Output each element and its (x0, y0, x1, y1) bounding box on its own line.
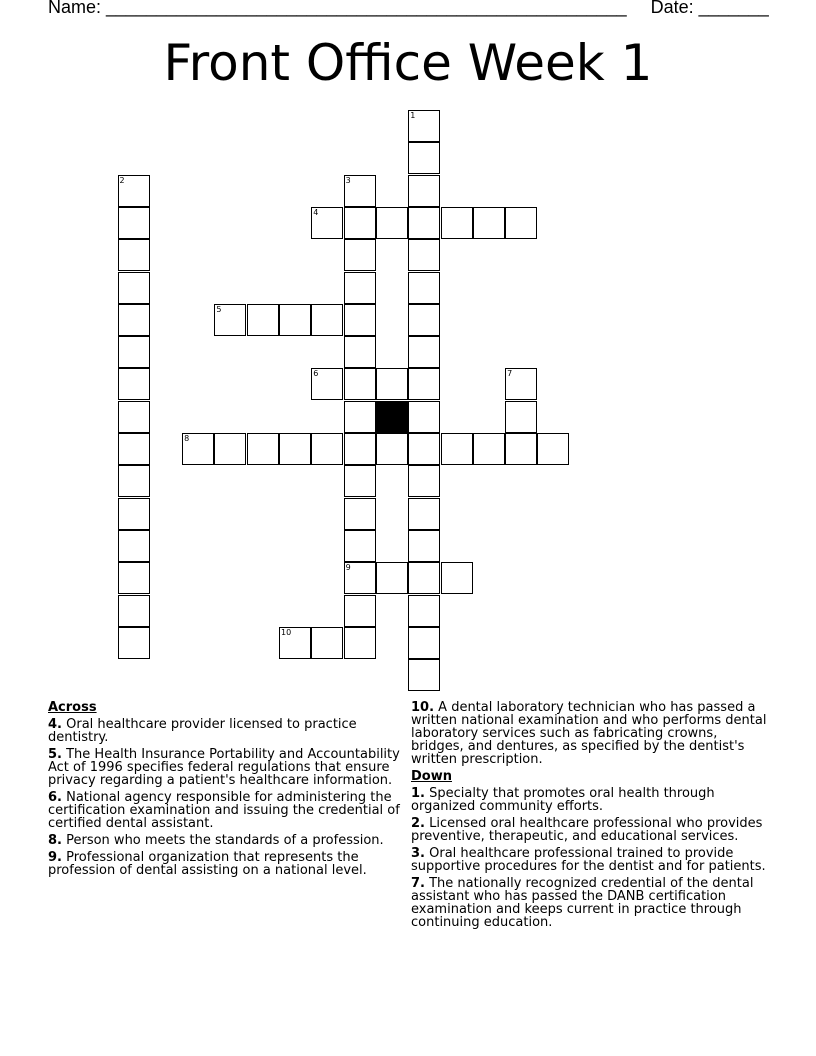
grid-cell[interactable] (408, 627, 440, 659)
grid-cell[interactable] (473, 433, 505, 465)
grid-cell[interactable] (247, 433, 279, 465)
grid-cell[interactable] (408, 562, 440, 594)
grid-cell[interactable] (311, 368, 343, 400)
grid-cell[interactable] (408, 368, 440, 400)
grid-cell[interactable] (376, 368, 408, 400)
clue-number-label: 8 (184, 434, 190, 443)
grid-cell[interactable] (441, 433, 473, 465)
grid-cell[interactable] (505, 401, 537, 433)
grid-cell[interactable] (537, 433, 569, 465)
grid-cell[interactable] (118, 433, 150, 465)
clue-item (411, 847, 771, 873)
grid-cell[interactable] (408, 595, 440, 627)
across-clue-list (48, 718, 403, 877)
grid-cell[interactable] (118, 368, 150, 400)
grid-cell[interactable] (182, 433, 214, 465)
grid-cell[interactable] (118, 595, 150, 627)
grid-cell[interactable] (279, 433, 311, 465)
clue-number-label: 9 (345, 563, 351, 573)
grid-cell[interactable] (344, 272, 376, 304)
clue-text: The Health Insurance Portability and Accountability Act of 1996 specifies federal regulations that ensure privacy regarding a patient's healthcare information. (48, 747, 400, 788)
clue-item (48, 851, 403, 877)
clue-item (411, 787, 771, 813)
name-label: Name: (48, 0, 102, 17)
grid-cell[interactable] (376, 562, 408, 594)
grid-cell[interactable] (408, 433, 440, 465)
grid-cell[interactable] (214, 304, 246, 336)
grid-cell[interactable] (473, 207, 505, 239)
clue-number: 7. (411, 876, 425, 891)
grid-cell[interactable] (376, 207, 408, 239)
grid-cell[interactable] (408, 530, 440, 562)
grid-cell[interactable] (118, 239, 150, 271)
clue-item (411, 877, 771, 929)
clue-text: Licensed oral healthcare professional who provides preventive, therapeutic, and educational services. (411, 816, 763, 844)
clues-right-column (411, 701, 771, 933)
clue-number-label: 4 (313, 207, 319, 217)
grid-cell[interactable] (118, 498, 150, 530)
grid-cell[interactable] (344, 401, 376, 433)
clue-number-label: 6 (313, 369, 319, 379)
clue-item (411, 817, 771, 843)
across-clue-list-continued (411, 701, 771, 766)
grid-cell[interactable] (118, 272, 150, 304)
date-line[interactable]: _______ (698, 0, 769, 17)
grid-cell[interactable] (408, 272, 440, 304)
grid-cell[interactable] (214, 433, 246, 465)
grid-cell[interactable] (118, 401, 150, 433)
grid-cell[interactable] (408, 142, 440, 174)
clue-number: 4. (48, 717, 62, 732)
clue-number-label: 5 (216, 304, 222, 314)
grid-cell[interactable] (311, 627, 343, 659)
block-cell (376, 401, 408, 433)
grid-cell[interactable] (344, 368, 376, 400)
grid-cell[interactable] (311, 433, 343, 465)
grid-cell[interactable] (118, 530, 150, 562)
grid-cell[interactable] (118, 336, 150, 368)
grid-cell[interactable] (118, 627, 150, 659)
clue-number-label: 1 (410, 111, 416, 120)
grid-cell[interactable] (505, 368, 537, 400)
name-line[interactable]: ____________________________________________________ (106, 0, 627, 17)
clue-number-label: 3 (345, 175, 351, 185)
clue-item (48, 748, 403, 787)
clue-number: 9. (48, 850, 62, 865)
grid-cell[interactable] (408, 304, 440, 336)
clue-number: 2. (411, 816, 425, 831)
grid-cell[interactable] (344, 304, 376, 336)
grid-cell[interactable] (505, 207, 537, 239)
grid-cell[interactable] (118, 562, 150, 594)
clue-text: A dental laboratory technician who has passed a written national examination and who performs dental laboratory services such as fabricating crowns, bridges, and dentures, as specified by the dentist's written prescription. (411, 700, 767, 767)
header (48, 0, 769, 18)
clue-number: 3. (411, 846, 425, 861)
grid-cell[interactable] (408, 336, 440, 368)
clue-number: 10. (411, 700, 435, 715)
grid-cell[interactable] (408, 401, 440, 433)
clue-number: 5. (48, 747, 62, 762)
clue-number: 1. (411, 786, 425, 801)
grid-cell[interactable] (408, 498, 440, 530)
grid-cell[interactable] (505, 433, 537, 465)
clue-text: Oral healthcare provider licensed to practice dentistry. (48, 717, 357, 745)
grid-cell[interactable] (118, 465, 150, 497)
grid-cell[interactable] (408, 110, 440, 142)
clue-number: 6. (48, 790, 62, 805)
clue-item (411, 701, 771, 766)
grid-cell[interactable] (247, 304, 279, 336)
down-heading: Down (411, 769, 452, 784)
grid-cell[interactable] (344, 627, 376, 659)
grid-cell[interactable] (441, 562, 473, 594)
grid-cell[interactable] (344, 498, 376, 530)
grid-cell[interactable] (344, 175, 376, 207)
grid-cell[interactable] (344, 465, 376, 497)
clue-number-label: 10 (281, 627, 292, 637)
grid-cell[interactable] (344, 530, 376, 562)
grid-cell[interactable] (344, 595, 376, 627)
grid-cell[interactable] (408, 239, 440, 271)
grid-cell[interactable] (408, 659, 440, 691)
clue-item (48, 834, 403, 847)
page-title: Front Office Week 1 (163, 34, 653, 92)
clue-text: Specialty that promotes oral health through organized community efforts. (411, 786, 715, 814)
grid-cell[interactable] (408, 465, 440, 497)
clue-number-label: 2 (119, 175, 125, 185)
grid-cell[interactable] (441, 207, 473, 239)
grid-cell[interactable] (279, 304, 311, 336)
grid-cell[interactable] (311, 207, 343, 239)
date-label: Date: (650, 0, 694, 17)
clue-text: The nationally recognized credential of the dental assistant who has passed the DANB certification examination and keeps current in practice through continuing education. (411, 876, 754, 930)
grid-cell[interactable] (376, 433, 408, 465)
grid-cell[interactable] (118, 207, 150, 239)
clue-text: Professional organization that represents the profession of dental assisting on a national level. (48, 850, 367, 878)
grid-cell[interactable] (118, 304, 150, 336)
clue-item (48, 791, 403, 830)
grid-cell[interactable] (344, 239, 376, 271)
grid-cell[interactable] (408, 175, 440, 207)
grid-cell[interactable] (344, 336, 376, 368)
grid-cell[interactable] (118, 175, 150, 207)
clues-left-column (48, 701, 403, 881)
clue-text: National agency responsible for administering the certification examination and issuing the credential of certified dental assistant. (48, 790, 400, 831)
clue-number: 8. (48, 833, 62, 848)
across-heading: Across (48, 700, 97, 715)
clue-number-label: 7 (507, 369, 513, 379)
grid-cell[interactable] (344, 433, 376, 465)
grid-cell[interactable] (279, 627, 311, 659)
grid-cell[interactable] (408, 207, 440, 239)
grid-cell[interactable] (311, 304, 343, 336)
clue-item (48, 718, 403, 744)
grid-cell[interactable] (344, 562, 376, 594)
grid-cell[interactable] (344, 207, 376, 239)
clue-text: Oral healthcare professional trained to provide supportive procedures for the dentist and for patients. (411, 846, 766, 874)
down-clue-list (411, 787, 771, 929)
clue-text: Person who meets the standards of a profession. (61, 833, 384, 848)
